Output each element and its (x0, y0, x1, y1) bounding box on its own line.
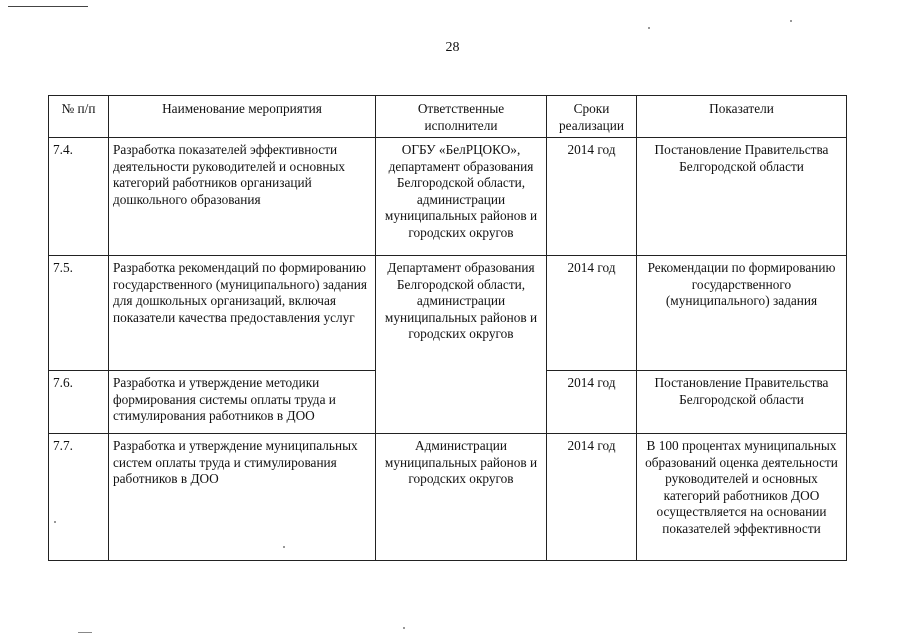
scan-speck (54, 521, 56, 523)
scan-speck (648, 27, 650, 29)
header-name: Наименование мероприятия (109, 96, 376, 138)
row-num: 7.6. (49, 371, 109, 434)
scan-speck (790, 20, 792, 22)
row-num: 7.4. (49, 138, 109, 256)
row-term: 2014 год (547, 138, 637, 256)
header-num: № п/п (49, 96, 109, 138)
row-name: Разработка показателей эффективности деятельности руководителей и основных категорий работников организаций дошкольного образования (109, 138, 376, 256)
table-row (49, 256, 847, 371)
scan-speck (283, 546, 285, 548)
bottom-mark (78, 632, 92, 633)
row-indicators: В 100 процентах муниципальных образований оценка деятельности руководителей и основных категорий работников ДОО осуществляется на основании показателей эффективности (637, 434, 847, 561)
row-name: Разработка и утверждение муниципальных систем оплаты труда и стимулирования работников в ДОО (109, 434, 376, 561)
row-term: 2014 год (547, 434, 637, 561)
table-row (49, 138, 847, 256)
row-indicators: Постановление Правительства Белгородской области (637, 371, 847, 434)
scan-speck (403, 627, 405, 629)
row-responsible: Администрации муниципальных районов и городских округов (376, 434, 547, 561)
header-term: Сроки реализации (547, 96, 637, 138)
row-num: 7.5. (49, 256, 109, 371)
row-indicators: Постановление Правительства Белгородской области (637, 138, 847, 256)
row-term: 2014 год (547, 371, 637, 434)
measures-table (48, 95, 847, 561)
header-responsible: Ответственные исполнители (376, 96, 547, 138)
row-name: Разработка рекомендаций по формированию государственного (муниципального) задания для дошкольных организаций, включая показатели качества предоставления услуг (109, 256, 376, 371)
row-term: 2014 год (547, 256, 637, 371)
row-num: 7.7. (49, 434, 109, 561)
table-header-row (49, 96, 847, 138)
header-indicators: Показатели (637, 96, 847, 138)
row-indicators: Рекомендации по формированию государственного (муниципального) задания (637, 256, 847, 371)
row-name: Разработка и утверждение методики формирования системы оплаты труда и стимулирования работников в ДОО (109, 371, 376, 434)
table-row (49, 434, 847, 561)
row-responsible: Департамент образования Белгородской области, администрации муниципальных районов и городских округов (376, 256, 547, 434)
top-rule (8, 6, 88, 7)
row-responsible: ОГБУ «БелРЦОКО», департамент образования Белгородской области, администрации муниципальных районов и городских округов (376, 138, 547, 256)
page-number: 28 (445, 40, 460, 55)
